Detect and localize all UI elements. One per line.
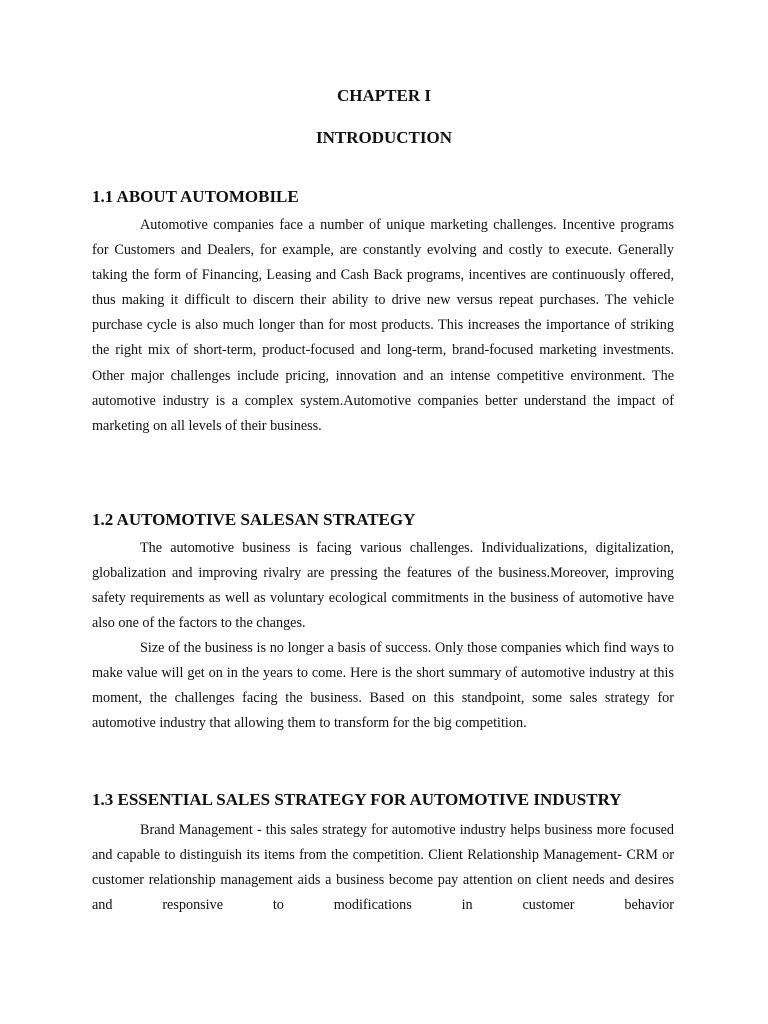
section-heading-essential-sales-strategy: 1.3 ESSENTIAL SALES STRATEGY FOR AUTOMOTIVE INDUSTRY	[92, 790, 622, 809]
chapter-title: INTRODUCTION	[315, 128, 453, 147]
section-paragraph: Brand Management - this sales strategy for automotive industry helps business more focused and capable to distinguish its items from the competition. Client Relationship Management- CRM or customer relationship management aids a business become pay attention on client needs and desires and responsive to modifications in customer behavior	[92, 822, 674, 914]
section-paragraph: Size of the business is no longer a basis of success. Only those companies which find ways to make value will get on in the years to come. Here is the short summary of automotive industry at this moment, the challenges facing the business. Based on this standpoint, some sales strategy for automotive industry that allowing them to transform for the big competition.	[92, 640, 674, 732]
section-paragraph: The automotive business is facing various challenges. Individualizations, digitalization, globalization and improving rivalry are pressing the features of the business.Moreover, improving safety requirements as well as voluntary ecological commitments in the business of automotive have also one of the factors to the changes.	[92, 540, 674, 632]
section-heading-sales-strategy: 1.2 AUTOMOTIVE SALESAN STRATEGY	[92, 510, 416, 529]
section-heading-about-automobile: 1.1 ABOUT AUTOMOBILE	[92, 187, 299, 206]
section-paragraph: Automotive companies face a number of unique marketing challenges. Incentive programs for Customers and Dealers, for example, are constantly evolving and costly to execute. Generally taking the form of Financing, Leasing and Cash Back programs, incentives are continuously offered, thus making it difficult to discern their ability to drive new versus repeat purchases. The vehicle purchase cycle is also much longer than for most products. This increases the importance of striking the right mix of short-term, product-focused and long-term, brand-focused marketing investments. Other major challenges include pricing, innovation and an intense competitive environment. The automotive industry is a complex system.Automotive companies better understand the impact of marketing on all levels of their business.	[92, 217, 674, 434]
chapter-number: CHAPTER I	[337, 86, 431, 105]
